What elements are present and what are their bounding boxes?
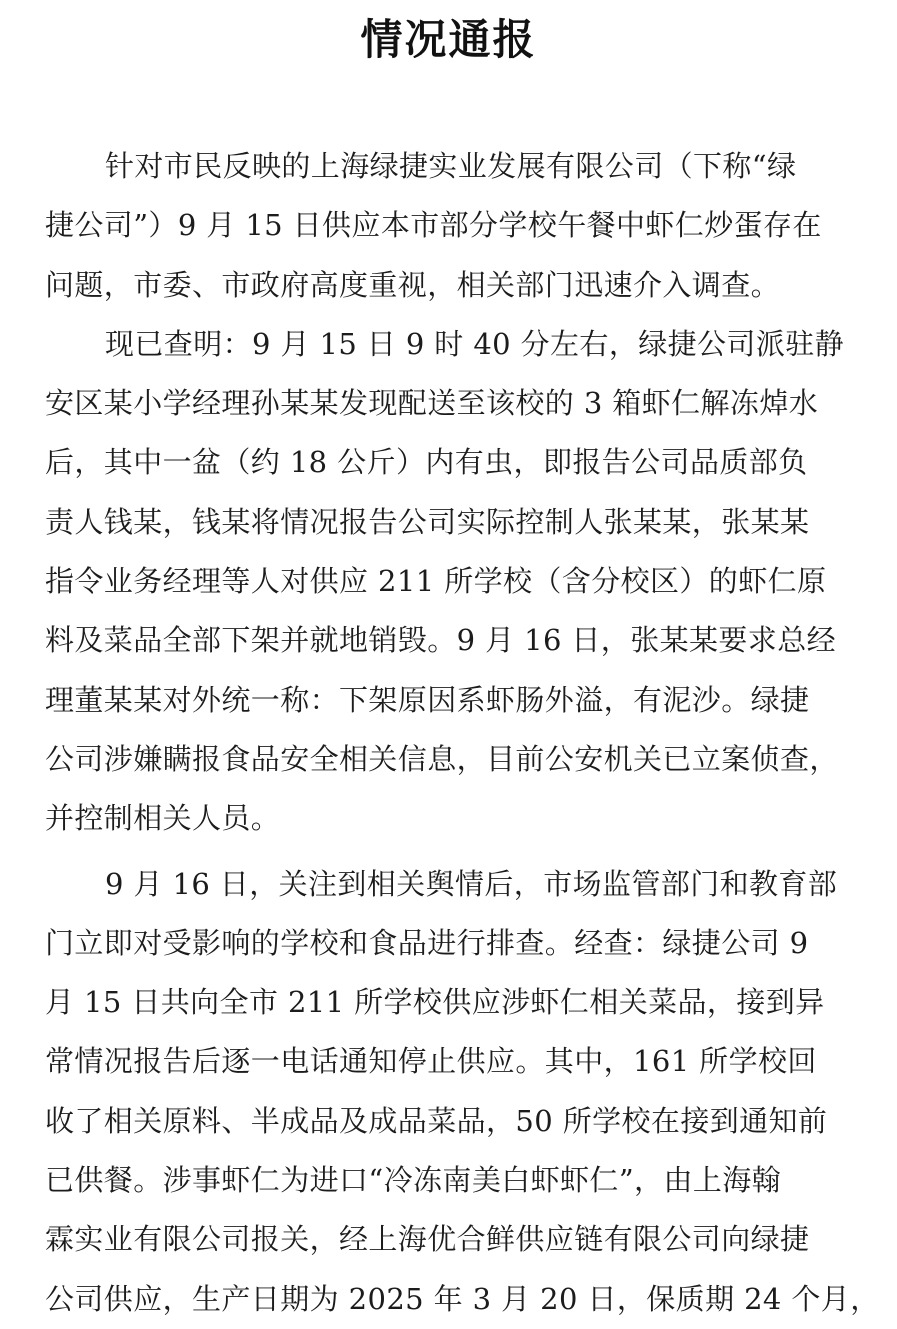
paragraph-line: 并控制相关人员。 <box>45 801 281 836</box>
paragraph-line: 指令业务经理等人对供应 211 所学校（含分校区）的虾仁原 <box>45 564 827 599</box>
paragraph-line: 门立即对受影响的学校和食品进行排查。经查：绿捷公司 9 <box>45 925 809 960</box>
paragraph-line: 公司涉嫌瞒报食品安全相关信息，目前公安机关已立案侦查， <box>45 741 839 776</box>
paragraph-line: 收了相关原料、半成品及成品菜品，50 所学校在接到通知前 <box>45 1103 828 1138</box>
paragraph-line: 针对市民反映的上海绿捷实业发展有限公司（下称“绿 <box>105 149 797 183</box>
paragraph-1 <box>45 137 860 315</box>
paragraph-line: 料及菜品全部下架并就地销毁。9 月 16 日，张某某要求总经 <box>45 623 837 658</box>
paragraph-line: 问题，市委、市政府高度重视，相关部门迅速介入调查。 <box>45 267 781 302</box>
document-body <box>45 137 880 1329</box>
paragraph-line: 霖实业有限公司报关，经上海优合鲜供应链有限公司向绿捷 <box>45 1222 810 1257</box>
paragraph-line: 公司供应，生产日期为 2025 年 3 月 20 日，保质期 24 个月， <box>45 1281 880 1316</box>
document-title: 情况通报 <box>360 15 537 64</box>
paragraph-line: 责人钱某，钱某将情况报告公司实际控制人张某某，张某某 <box>45 504 810 539</box>
paragraph-line: 常情况报告后逐一电话通知停止供应。其中，161 所学校回 <box>45 1044 817 1079</box>
paragraph-line: 9 月 16 日，关注到相关舆情后，市场监管部门和教育部 <box>105 866 838 901</box>
paragraph-line: 已供餐。涉事虾仁为进口“冷冻南美白虾虾仁”，由上海翰 <box>45 1163 782 1198</box>
paragraph-3 <box>45 855 880 1329</box>
paragraph-line: 安区某小学经理孙某某发现配送至该校的 3 箱虾仁解冻焯水 <box>45 386 819 421</box>
paragraph-line: 理董某某对外统一称：下架原因系虾肠外溢，有泥沙。绿捷 <box>45 682 810 717</box>
paragraph-line: 月 15 日共向全市 211 所学校供应涉虾仁相关菜品，接到异 <box>45 985 825 1020</box>
paragraph-2 <box>45 315 860 849</box>
paragraph-line: 后，其中一盆（约 18 公斤）内有虫，即报告公司品质部负 <box>45 445 808 480</box>
paragraph-line: 捷公司”）9 月 15 日供应本市部分学校午餐中虾仁炒蛋存在 <box>45 208 822 243</box>
paragraph-line: 现已查明：9 月 15 日 9 时 40 分左右，绿捷公司派驻静 <box>105 326 845 361</box>
